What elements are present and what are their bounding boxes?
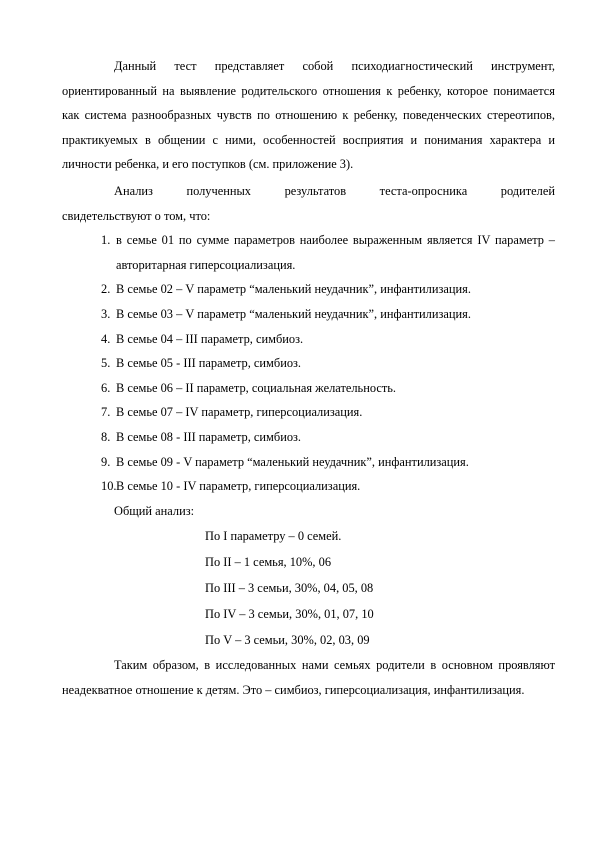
list-item	[62, 400, 555, 425]
list-item-number: 6.	[101, 380, 111, 395]
list-item-number: 10.	[101, 479, 117, 494]
list-item	[62, 302, 555, 327]
stat-line: По III – 3 семьи, 30%, 04, 05, 08	[205, 581, 374, 596]
list-item	[62, 351, 555, 376]
list-item-text: В семье 05 - III параметр, симбиоз.	[116, 356, 302, 371]
family-results-list	[62, 228, 555, 499]
stat-line: По V – 3 семьи, 30%, 02, 03, 09	[205, 633, 370, 648]
list-item-text: В семье 04 – III параметр, симбиоз.	[116, 331, 304, 346]
list-item	[62, 277, 555, 302]
list-item-number: 1.	[101, 233, 111, 248]
analysis-word: Анализ	[114, 183, 153, 198]
list-item-text: В семье 06 – II параметр, социальная желательность.	[116, 380, 396, 395]
analysis-continuation: свидетельствуют о том, что:	[62, 208, 211, 223]
stat-line: По I параметру – 0 семей.	[205, 529, 342, 544]
summary-stats	[62, 523, 555, 653]
analysis-word: полученных	[186, 183, 252, 198]
list-item-number: 4.	[101, 331, 111, 346]
summary-label: Общий анализ:	[114, 503, 195, 518]
list-item-number: 2.	[101, 282, 111, 297]
stat-line: По IV – 3 семьи, 30%, 01, 07, 10	[205, 607, 374, 622]
list-item-text: В семье 07 – IV параметр, гиперсоциализация.	[116, 405, 363, 420]
list-item-number: 8.	[101, 429, 111, 444]
list-item-number: 5.	[101, 356, 111, 371]
conclusion-paragraph: Таким образом, в исследованных нами семьях родители в основном проявляют неадекватное отношение к детям. Это – симбиоз, гиперсоциализация, инфантилизация.	[62, 658, 555, 697]
list-item-text: в семье 01 по сумме параметров наиболее выраженным является IV параметр – авторитарная гиперсоциализация.	[116, 233, 555, 272]
list-item-number: 3.	[101, 306, 111, 321]
list-item-text: В семье 10 - IV параметр, гиперсоциализация.	[116, 479, 361, 494]
list-item-number: 7.	[101, 405, 111, 420]
document-page	[62, 54, 555, 702]
list-item	[62, 425, 555, 450]
intro-paragraph: Данный тест представляет собой психодиагностический инструмент, ориентированный на выявление родительского отношения к ребенку, которое понимается как система разнообразных чувств по отношению к ребенку, поведенческих стереотипов, практикуемых в общении с ними, особенностей восприятия и понимания характера и личности ребенка, и его поступков (см. приложение 3).	[62, 59, 555, 172]
analysis-word: теста-опросника	[379, 183, 468, 198]
analysis-first-line	[62, 179, 555, 204]
list-item	[62, 474, 555, 499]
list-item-text: В семье 09 - V параметр “маленький неудачник”, инфантилизация.	[116, 454, 469, 469]
list-item	[62, 376, 555, 401]
stat-line: По II – 1 семья, 10%, 06	[205, 555, 332, 570]
list-item-number: 9.	[101, 454, 111, 469]
list-item-text: В семье 03 – V параметр “маленький неудачник”, инфантилизация.	[116, 306, 471, 321]
list-item	[62, 228, 555, 277]
analysis-word: родителей	[500, 183, 555, 198]
analysis-word: результатов	[284, 183, 347, 198]
list-item	[62, 450, 555, 475]
list-item	[62, 327, 555, 352]
list-item-text: В семье 02 – V параметр “маленький неудачник”, инфантилизация.	[116, 282, 471, 297]
list-item-text: В семье 08 - III параметр, симбиоз.	[116, 429, 302, 444]
